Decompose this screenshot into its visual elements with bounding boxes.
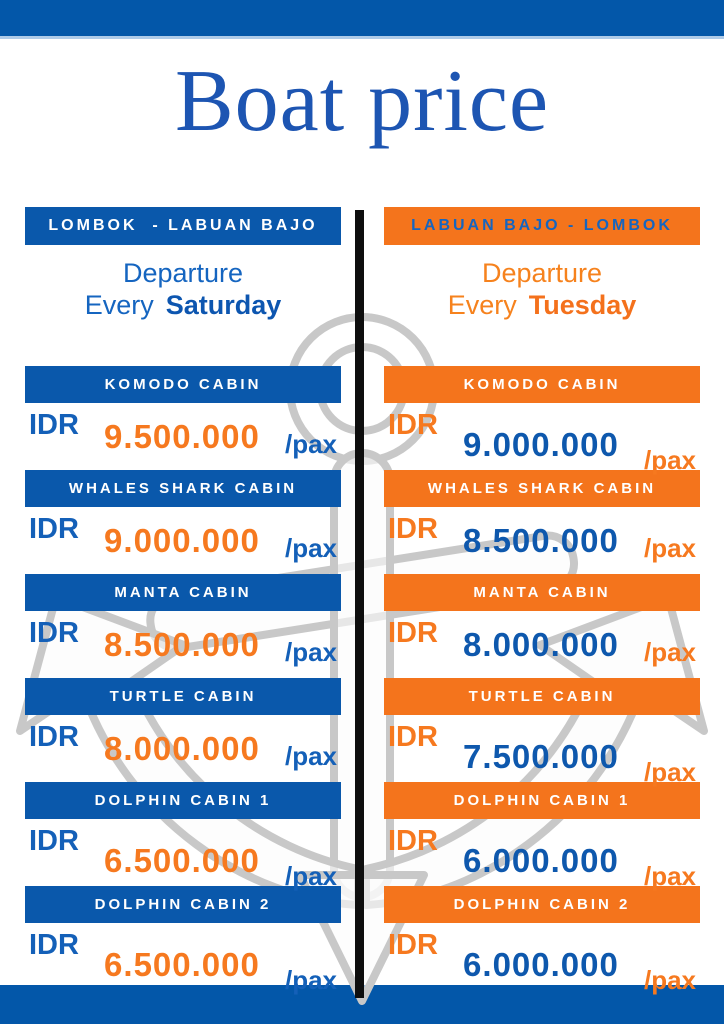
- cabin-name-bar: DOLPHIN CABIN 2: [384, 886, 700, 923]
- currency-label: IDR: [29, 616, 79, 649]
- per-pax-label: /pax: [284, 964, 337, 995]
- cabin-name-bar: KOMODO CABIN: [25, 366, 341, 403]
- price-row: [25, 715, 341, 772]
- departure-day: Tuesday: [528, 290, 637, 321]
- cabin-section-dolphin-2: [25, 886, 341, 995]
- currency-label: IDR: [388, 928, 438, 961]
- departure-text: [384, 257, 700, 322]
- currency-label: IDR: [29, 824, 79, 857]
- per-pax-label: /pax: [284, 860, 337, 891]
- departure-every: Every: [447, 290, 517, 321]
- price-value: 8.000.000: [463, 625, 619, 663]
- price-value: 6.500.000: [104, 945, 260, 983]
- cabin-section-whales-shark: [25, 470, 341, 564]
- price-row: [25, 611, 341, 668]
- price-row: [25, 403, 341, 460]
- cabin-name-bar: DOLPHIN CABIN 1: [25, 782, 341, 819]
- price-value: 8.500.000: [104, 625, 260, 663]
- currency-label: IDR: [388, 512, 438, 545]
- price-value: 8.500.000: [463, 521, 619, 559]
- departure-day: Saturday: [165, 290, 282, 321]
- cabin-section-dolphin-1: [384, 782, 700, 891]
- departure-line1: Departure: [122, 258, 244, 288]
- cabin-name-bar: DOLPHIN CABIN 2: [25, 886, 341, 923]
- cabin-list: [384, 366, 700, 995]
- price-row: [384, 923, 700, 995]
- cabin-section-turtle: [384, 678, 700, 787]
- currency-label: IDR: [388, 616, 438, 649]
- price-row: [384, 507, 700, 564]
- per-pax-label: /pax: [284, 532, 337, 563]
- cabin-name-bar: WHALES SHARK CABIN: [384, 470, 700, 507]
- cabin-section-dolphin-1: [25, 782, 341, 891]
- cabin-name-bar: WHALES SHARK CABIN: [25, 470, 341, 507]
- price-row: [25, 507, 341, 564]
- cabin-section-turtle: [25, 678, 341, 772]
- currency-label: IDR: [388, 408, 438, 441]
- route-column-labuanbajo-lombok: [384, 207, 700, 995]
- per-pax-label: /pax: [643, 636, 696, 667]
- price-value: 6.500.000: [104, 841, 260, 879]
- currency-label: IDR: [388, 720, 438, 753]
- price-value: 9.000.000: [463, 425, 619, 463]
- price-value: 9.500.000: [104, 417, 260, 455]
- per-pax-label: /pax: [284, 428, 337, 459]
- departure-every: Every: [84, 290, 154, 321]
- currency-label: IDR: [29, 408, 79, 441]
- cabin-section-komodo: [25, 366, 341, 460]
- per-pax-label: /pax: [284, 636, 337, 667]
- currency-label: IDR: [29, 512, 79, 545]
- route-column-lombok-labuanbajo: [25, 207, 341, 995]
- cabin-section-manta: [384, 574, 700, 668]
- per-pax-label: /pax: [643, 860, 696, 891]
- per-pax-label: /pax: [643, 532, 696, 563]
- price-value: 6.000.000: [463, 945, 619, 983]
- price-row: [384, 715, 700, 787]
- price-value: 9.000.000: [104, 521, 260, 559]
- center-divider-line: [355, 210, 364, 998]
- price-row: [384, 819, 700, 891]
- cabin-name-bar: TURTLE CABIN: [384, 678, 700, 715]
- departure-text: [25, 257, 341, 322]
- cabin-section-manta: [25, 574, 341, 668]
- cabin-name-bar: DOLPHIN CABIN 1: [384, 782, 700, 819]
- price-value: 7.500.000: [463, 737, 619, 775]
- currency-label: IDR: [29, 928, 79, 961]
- price-value: 6.000.000: [463, 841, 619, 879]
- per-pax-label: /pax: [643, 964, 696, 995]
- price-row: [25, 923, 341, 995]
- currency-label: IDR: [388, 824, 438, 857]
- cabin-name-bar: TURTLE CABIN: [25, 678, 341, 715]
- cabin-section-dolphin-2: [384, 886, 700, 995]
- per-pax-label: /pax: [643, 756, 696, 787]
- price-row: [25, 819, 341, 891]
- departure-line1: Departure: [481, 258, 603, 288]
- cabin-list: [25, 366, 341, 995]
- route-header: [25, 207, 341, 245]
- per-pax-label: /pax: [643, 444, 696, 475]
- top-decor-bar: [0, 0, 724, 39]
- price-row: [384, 403, 700, 475]
- currency-label: IDR: [29, 720, 79, 753]
- cabin-section-whales-shark: [384, 470, 700, 564]
- cabin-name-bar: MANTA CABIN: [384, 574, 700, 611]
- price-row: [384, 611, 700, 668]
- route-header-label: LABUAN BAJO - LOMBOK: [411, 217, 673, 234]
- page-title: Boat price: [174, 53, 550, 150]
- cabin-name-bar: KOMODO CABIN: [384, 366, 700, 403]
- route-header: [384, 207, 700, 245]
- per-pax-label: /pax: [284, 740, 337, 771]
- route-header-label: LOMBOK - LABUAN BAJO: [48, 217, 318, 234]
- cabin-name-bar: MANTA CABIN: [25, 574, 341, 611]
- price-value: 8.000.000: [104, 729, 260, 767]
- cabin-section-komodo: [384, 366, 700, 475]
